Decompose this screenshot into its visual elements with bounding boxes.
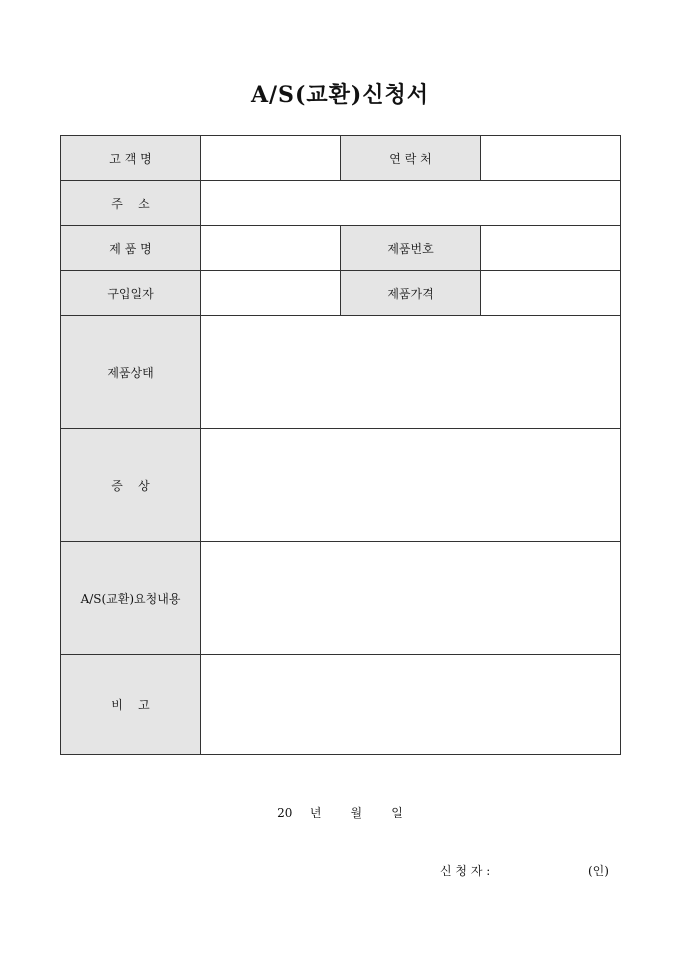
row-product [61, 226, 621, 271]
product-price-label: 제품가격 [341, 271, 481, 316]
product-number-label: 제품번호 [341, 226, 481, 271]
product-condition-field[interactable] [201, 316, 621, 429]
product-name-field[interactable] [201, 226, 341, 271]
customer-name-field[interactable] [201, 136, 341, 181]
product-price-field[interactable] [481, 271, 621, 316]
date-line: 20 년 월 일 [277, 806, 403, 820]
request-details-label: A/S(교환)요청내용 [61, 542, 201, 655]
remarks-label: 비 고 [61, 655, 201, 755]
request-details-field[interactable] [201, 542, 621, 655]
product-condition-label: 제품상태 [61, 316, 201, 429]
product-name-label: 제 품 명 [61, 226, 201, 271]
row-request-details [61, 542, 621, 655]
row-customer-contact [61, 136, 621, 181]
address-field[interactable] [201, 181, 621, 226]
purchase-date-label: 구입일자 [61, 271, 201, 316]
row-purchase [61, 271, 621, 316]
symptoms-field[interactable] [201, 429, 621, 542]
symptoms-label: 증 상 [61, 429, 201, 542]
address-label: 주 소 [61, 181, 201, 226]
row-remarks [61, 655, 621, 755]
contact-field[interactable] [481, 136, 621, 181]
form-title: A/S(교환)신청서 [250, 82, 430, 108]
customer-name-label: 고 객 명 [61, 136, 201, 181]
contact-label: 연 락 처 [341, 136, 481, 181]
row-product-condition [61, 316, 621, 429]
applicant-label: 신 청 자 : [440, 864, 491, 878]
row-symptoms [61, 429, 621, 542]
remarks-field[interactable] [201, 655, 621, 755]
row-address [61, 181, 621, 226]
application-form-table [60, 135, 621, 755]
purchase-date-field[interactable] [201, 271, 341, 316]
seal-label: (인) [588, 864, 609, 878]
product-number-field[interactable] [481, 226, 621, 271]
